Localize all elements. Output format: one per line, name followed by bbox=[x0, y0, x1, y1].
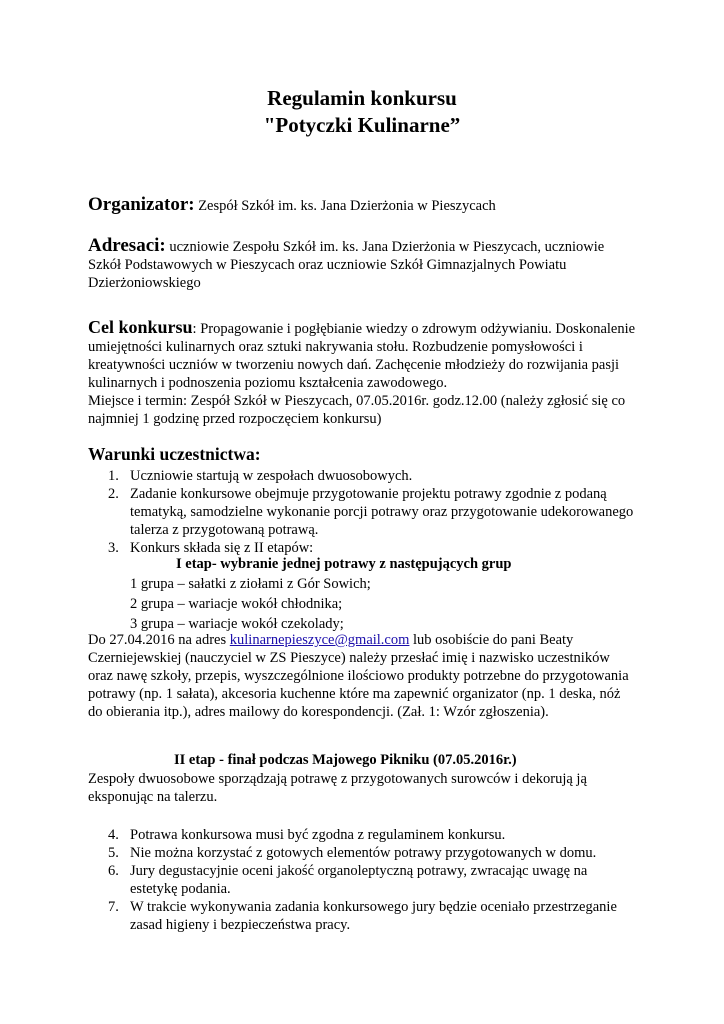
etap1-groups bbox=[130, 574, 371, 634]
cel-line-3: kreatywności uczniów w tworzeniu nowych dań. Zachęcenie młodzieży do rozwijania pasji bbox=[88, 357, 620, 373]
list-item-text: tematyką, samodzielne wykonanie porcji potrawy oraz przygotowanie udekorowanego bbox=[130, 504, 634, 520]
list-number: 7. bbox=[108, 899, 119, 915]
miejsce-line-2: najmniej 1 godzinę przed rozpoczęciem konkursu) bbox=[88, 411, 382, 427]
list-number: 4. bbox=[108, 827, 119, 843]
list-item bbox=[108, 898, 617, 934]
list-item bbox=[108, 485, 633, 539]
list-item-text: Nie można korzystać z gotowych elementów potrawy przygotowanych w domu. bbox=[130, 845, 597, 861]
list-item-text: W trakcie wykonywania zadania konkursowego jury będzie oceniało przestrzeganie bbox=[130, 899, 617, 915]
zgloszenie-line-3: oraz nawę szkoły, przepis, wyszczególnione ilościowo produkty potrzebne do przygotowania bbox=[88, 668, 629, 684]
list-item bbox=[108, 826, 617, 844]
organizator-label: Organizator: bbox=[88, 194, 195, 215]
list-item-text: estetykę podania. bbox=[130, 881, 231, 897]
zgloszenie-suffix: lub osobiście do pani Beaty bbox=[409, 632, 574, 648]
cel-label: Cel konkursu bbox=[88, 317, 193, 337]
adresaci-line-1: uczniowie Zespołu Szkół im. ks. Jana Dzierżonia w Pieszycach, uczniowie bbox=[165, 239, 605, 255]
list-item-text: Potrawa konkursowa musi być zgodna z regulaminem konkursu. bbox=[130, 827, 506, 843]
cel-line-2: umiejętności kulinarnych oraz sztuki nakrywania stołu. Rozbudzenie pomysłowości i bbox=[88, 339, 583, 355]
organizator-section bbox=[88, 196, 648, 215]
list-number: 5. bbox=[108, 845, 119, 861]
email-link[interactable]: kulinarnepieszyce@gmail.com bbox=[229, 632, 410, 648]
list-item bbox=[108, 844, 617, 862]
list-number: 3. bbox=[108, 540, 119, 556]
zgloszenie-prefix: Do 27.04.2016 na adres bbox=[88, 632, 230, 648]
zgloszenie-line-2: Czerniejewskiej (nauczyciel w ZS Pieszyce) należy przesłać imię i nazwisko uczestników bbox=[88, 650, 610, 666]
cel-section bbox=[88, 318, 648, 428]
warunki-list bbox=[108, 467, 633, 557]
adresaci-line-2: Szkół Podstawowych w Pieszycach oraz uczniowie Szkół Gimnazjalnych Powiatu bbox=[88, 257, 567, 273]
list-number: 1. bbox=[108, 468, 119, 484]
list-item-text: Zadanie konkursowe obejmuje przygotowanie projektu potrawy zgodnie z podaną bbox=[130, 486, 607, 502]
zgloszenie-section bbox=[88, 631, 648, 721]
list-item bbox=[108, 862, 617, 898]
zgloszenie-line-4: potrawy (np. 1 sałata), akcesoria kuchenne które ma zapewnić organizator (np. 1 deska, nóż bbox=[88, 686, 621, 702]
list-item-text: Jury degustacyjnie oceni jakość organoleptyczną potrawy, zwracając uwagę na bbox=[130, 863, 588, 879]
title-line-1: Regulamin konkursu bbox=[267, 86, 457, 110]
etap2-line-1: Zespoły dwuosobowe sporządzają potrawę z przygotowanych surowców i dekorują ją bbox=[88, 771, 587, 787]
adresaci-label: Adresaci: bbox=[88, 235, 166, 256]
etap2-line-2: eksponując na talerzu. bbox=[88, 789, 218, 805]
list-number: 6. bbox=[108, 863, 119, 879]
etap2-section bbox=[88, 770, 648, 806]
title-line-2: "Potyczki Kulinarne” bbox=[263, 113, 461, 137]
list-item bbox=[108, 467, 633, 485]
adresaci-section bbox=[88, 237, 648, 292]
group-item: 3 grupa – wariacje wokół czekolady; bbox=[130, 616, 344, 632]
adresaci-line-3: Dzierżoniowskiego bbox=[88, 275, 201, 291]
organizator-text: Zespół Szkół im. ks. Jana Dzierżonia w Pieszycach bbox=[194, 198, 496, 214]
group-item: 2 grupa – wariacje wokół chłodnika; bbox=[130, 596, 343, 612]
list-number: 2. bbox=[108, 486, 119, 502]
cel-line-1: : Propagowanie i pogłębianie wiedzy o zdrowym odżywianiu. Doskonalenie bbox=[192, 321, 636, 337]
miejsce-line-1: Miejsce i termin: Zespół Szkół w Pieszycach, 07.05.2016r. godz.12.00 (należy zgłosić się co bbox=[88, 393, 626, 409]
document-title bbox=[0, 85, 724, 139]
group-item: 1 grupa – sałatki z ziołami z Gór Sowich; bbox=[130, 576, 371, 592]
list-item-text: Uczniowie startują w zespołach dwuosobowych. bbox=[130, 468, 413, 484]
list-item-text: talerza z przygotowaną potrawą. bbox=[130, 522, 319, 538]
cel-line-4: kulinarnych i podnoszenia poziomu kształcenia zawodowego. bbox=[88, 375, 448, 391]
rules-list bbox=[108, 826, 617, 934]
etap1-heading: I etap- wybranie jednej potrawy z następujących grup bbox=[176, 556, 512, 572]
list-item-text: zasad higieny i bezpieczeństwa pracy. bbox=[130, 917, 351, 933]
warunki-heading: Warunki uczestnictwa: bbox=[88, 444, 261, 464]
etap2-heading: II etap - finał podczas Majowego Pikniku (07.05.2016r.) bbox=[174, 752, 517, 768]
list-item bbox=[108, 539, 633, 557]
zgloszenie-line-5: do obierania itp.), adres mailowy do korespondencji. (Zał. 1: Wzór zgłoszenia). bbox=[88, 704, 549, 720]
list-item-text: Konkurs składa się z II etapów: bbox=[130, 540, 314, 556]
